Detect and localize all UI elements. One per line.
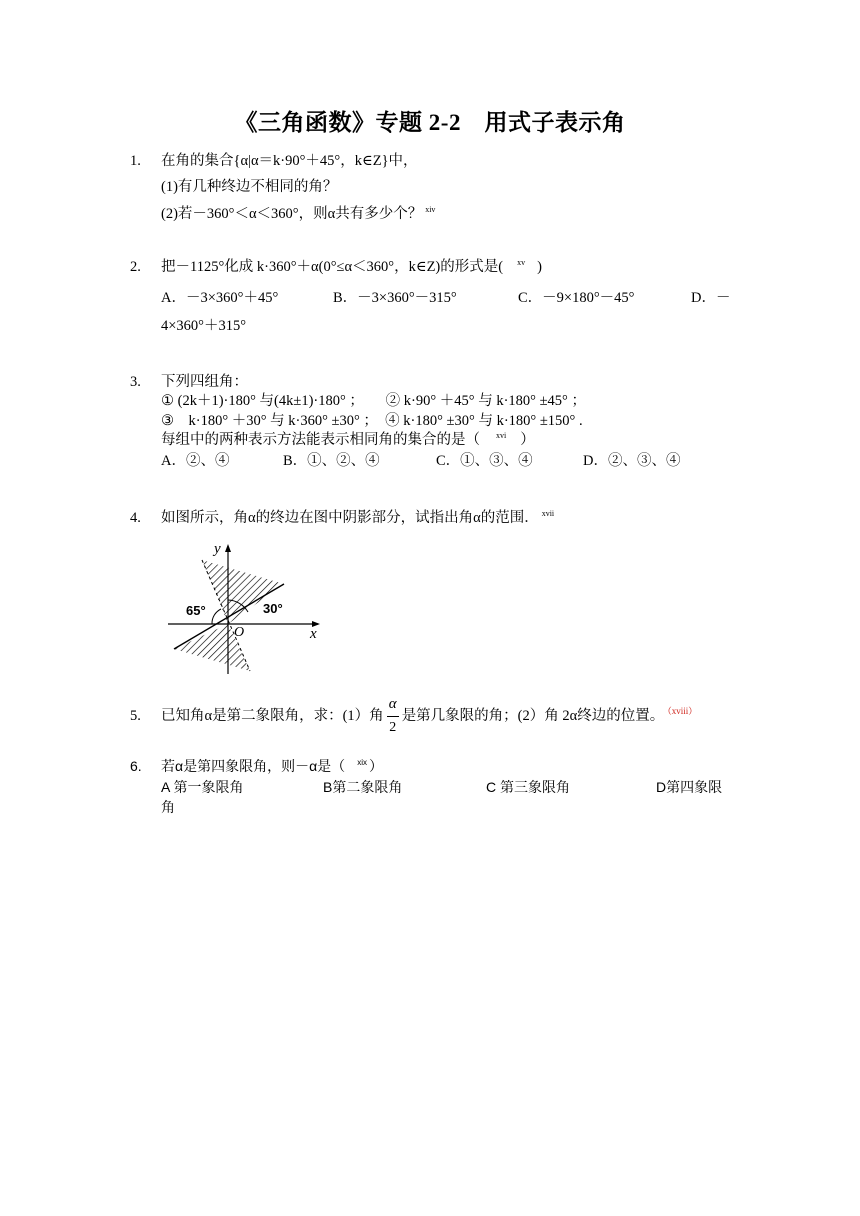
question-text: 若α是第四象限角，则－α是（ $^{xix}$ ）	[161, 758, 383, 774]
question-text: 已知角α是第二象限角，求：(1）角 $\frac{\alpha}{2}$ 是第几象限的角；(2）角 2α终边的位置。 $^{(xviii)}$	[161, 705, 697, 728]
option-a: A 第一象限角	[161, 779, 244, 795]
option-b: B．①、②、④	[283, 453, 380, 469]
sub-question-2: (2)若－360°＜α＜360°，则α共有多少个？ $^{xiv}$	[161, 205, 436, 222]
angle-groups-line-2: ③ k·180° ＋30° 与 k·360° ±30° ； ④ k·180° ±30° 与 k·180° ±150° .	[161, 413, 583, 429]
question-1	[130, 150, 750, 230]
question-number: 2.	[130, 259, 141, 275]
option-d-continued: 4×360°＋315°	[161, 318, 247, 334]
endnote-marker: xvii	[541, 509, 555, 518]
question-text: 在角的集合{α|α＝k·90°＋45°，k∈Z}中，	[161, 153, 418, 169]
endnote-marker: xiv	[425, 205, 436, 214]
option-d: D．－	[691, 290, 731, 306]
option-b: B第二象限角	[323, 779, 403, 795]
option-c: C．①、③、④	[436, 453, 533, 469]
question-6	[130, 756, 750, 816]
angle-groups-line-1: ① (2k＋1)·180° 与(4k±1)·180° ； ② k·90° ＋45° 与 k·180° ±45° ；	[161, 393, 586, 409]
origin-label: O	[234, 625, 245, 640]
angle-label-65: 65°	[186, 603, 206, 618]
y-axis-arrow	[225, 544, 231, 552]
question-3	[130, 372, 750, 472]
question-number: 4.	[130, 510, 141, 526]
angle-region-figure	[160, 537, 335, 680]
question-text: 如图所示，角α的终边在图中阴影部分，试指出角α的范围． $^{xvii}$	[161, 509, 555, 526]
page-title: 《三角函数》专题 2-2 用式子表示角	[234, 110, 626, 135]
y-axis-label: y	[214, 541, 221, 557]
option-d: D第四象限	[656, 779, 723, 795]
question-4	[130, 507, 750, 531]
option-a: A．②、④	[161, 453, 230, 469]
option-b: B．－3×360°－315°	[333, 290, 457, 306]
sub-question-1: (1)有几种终边不相同的角？	[161, 179, 338, 195]
question-5	[130, 695, 750, 735]
question-text: 下列四组角：	[161, 374, 248, 390]
question-prompt: 每组中的两种表示方法能表示相同角的集合的是（ $^{xvi}$ ）	[161, 431, 535, 448]
option-c: C．－9×180°－45°	[518, 290, 635, 306]
question-number: 1.	[130, 153, 141, 169]
endnote-marker: xix	[357, 758, 367, 767]
question-number: 5.	[130, 708, 141, 724]
endnote-marker: xv	[517, 258, 526, 267]
question-number: 3.	[130, 374, 141, 390]
option-d: D．②、③、④	[583, 453, 681, 469]
question-number: 6.	[130, 758, 142, 774]
option-c: C 第三象限角	[486, 779, 570, 795]
x-axis-label: x	[310, 626, 317, 642]
option-a: A．－3×360°＋45°	[161, 290, 279, 306]
endnote-marker: （xviii）	[667, 706, 698, 716]
angle-label-30: 30°	[263, 601, 283, 616]
fraction-denominator: 2	[389, 719, 397, 735]
endnote-marker: xvi	[496, 431, 507, 440]
option-d-continued: 角	[161, 799, 175, 815]
fraction-alpha-over-2	[386, 695, 400, 735]
fraction-numerator: α	[388, 695, 397, 712]
question-2	[130, 256, 750, 336]
question-text: 把－1125°化成 k·360°＋α(0°≤α＜360°，k∈Z)的形式是( $^{xv}$ )	[161, 258, 542, 275]
